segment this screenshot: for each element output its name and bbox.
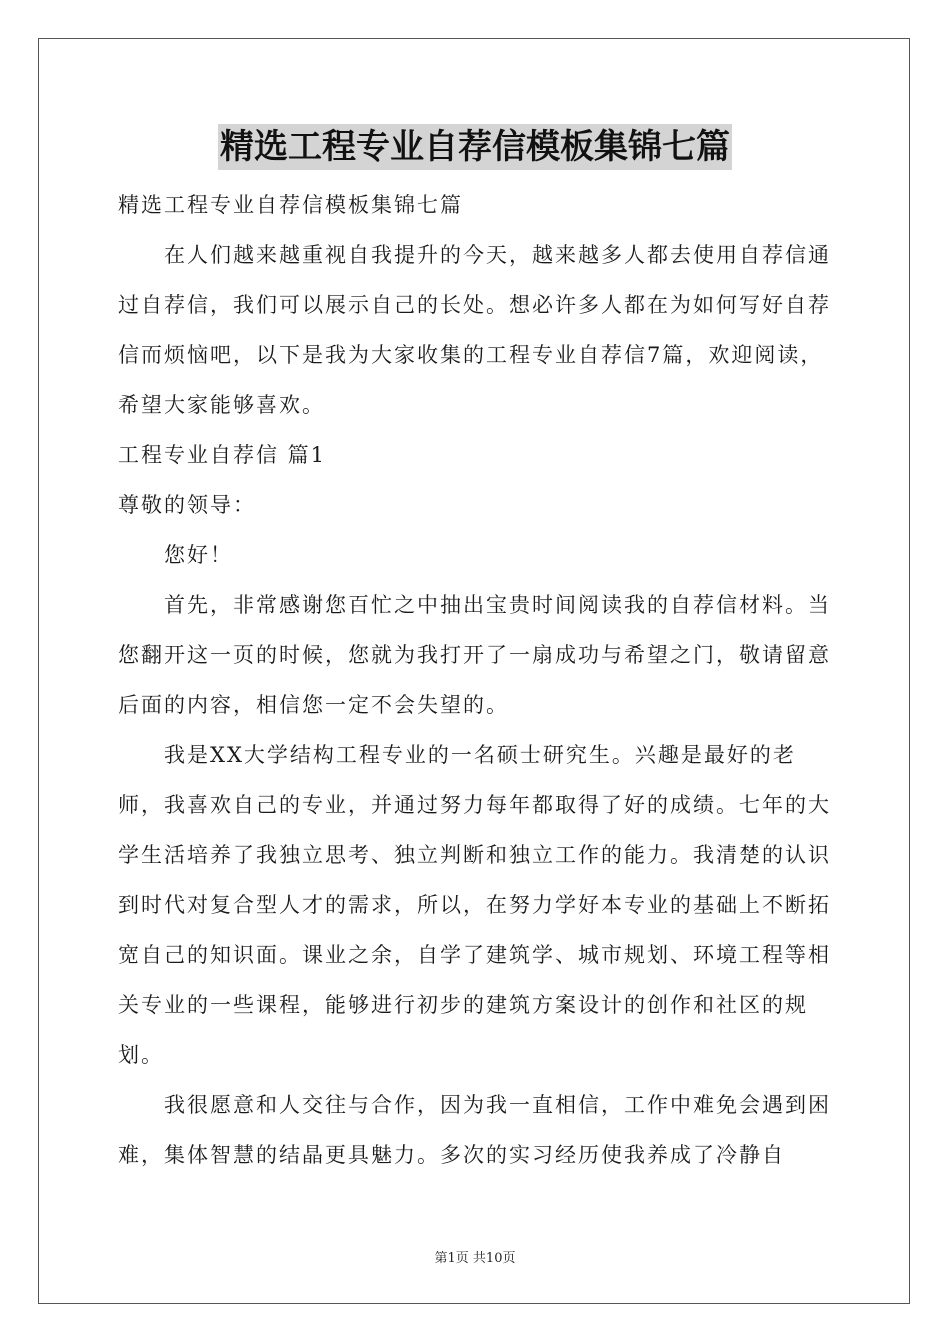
salutation: 尊敬的领导：: [118, 493, 256, 517]
page-footer: [0, 1247, 950, 1266]
document-title: 精选工程专业自荐信模板集锦七篇: [218, 124, 732, 170]
document-body: [118, 180, 834, 1180]
greeting: 您好！: [164, 543, 233, 567]
document-subtitle: 精选工程专业自荐信模板集锦七篇: [118, 193, 463, 217]
body-paragraph-1: 首先，非常感谢您百忙之中抽出宝贵时间阅读我的自荐信材料。当您翻开这一页的时候，您就为我打开了一扇成功与希望之门，敬请留意后面的内容，相信您一定不会失望的。: [118, 593, 831, 717]
body-paragraph-3: 我很愿意和人交往与合作，因为我一直相信，工作中难免会遇到困难，集体智慧的结晶更具魅力。多次的实习经历使我养成了冷静自: [118, 1093, 831, 1167]
title-area: [0, 124, 950, 170]
intro-paragraph: 在人们越来越重视自我提升的今天，越来越多人都去使用自荐信通过自荐信，我们可以展示自己的长处。想必许多人都在为如何写好自荐信而烦恼吧，以下是我为大家收集的工程专业自荐信7篇，欢迎阅读，希望大家能够喜欢。: [118, 243, 831, 417]
body-paragraph-2: 我是XX大学结构工程专业的一名硕士研究生。兴趣是最好的老师，我喜欢自己的专业，并通过努力每年都取得了好的成绩。七年的大学生活培养了我独立思考、独立判断和独立工作的能力。我清楚的认识到时代对复合型人才的需求，所以，在努力学好本专业的基础上不断拓宽自己的知识面。课业之余，自学了建筑学、城市规划、环境工程等相关专业的一些课程，能够进行初步的建筑方案设计的创作和社区的规划。: [118, 743, 831, 1067]
page-number: 第1页 共10页: [434, 1251, 516, 1266]
section-heading: 工程专业自荐信 篇1: [118, 443, 327, 467]
